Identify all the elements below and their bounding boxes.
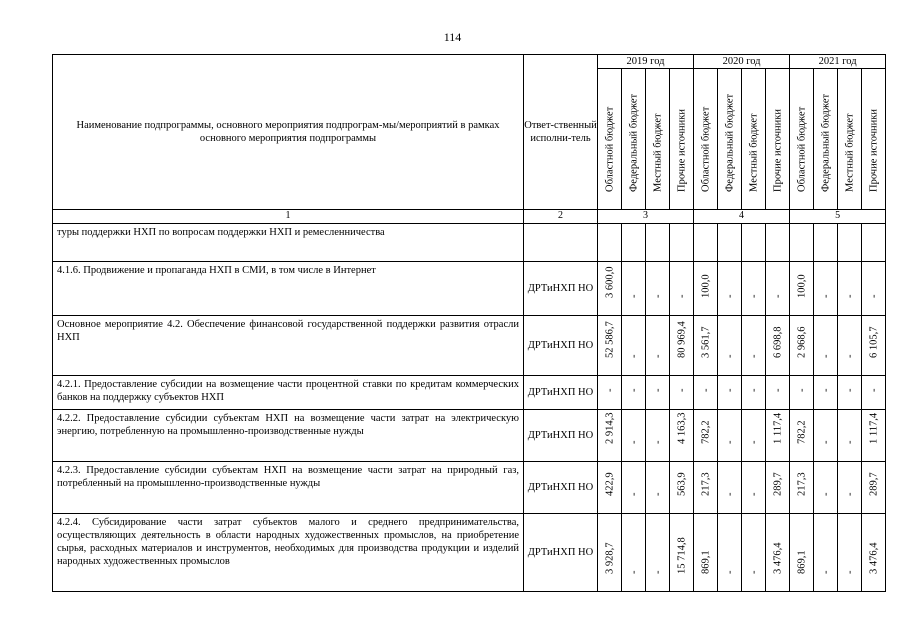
row-value: -: [675, 294, 687, 298]
row-value-cell: [766, 223, 790, 261]
row-value-cell: [598, 461, 622, 513]
row-value: -: [820, 294, 831, 298]
row-executor: ДРТиНХП НО: [524, 261, 598, 315]
row-value-cell: [646, 223, 670, 261]
row-value-cell: [694, 513, 718, 591]
row-value: -: [723, 388, 735, 392]
row-value: -: [723, 492, 735, 496]
header-source-label: Областной бюджет: [796, 106, 807, 192]
row-value-cell: [646, 261, 670, 315]
row-value: 6 105,7: [868, 326, 880, 358]
row-value-cell: [670, 261, 694, 315]
row-value-cell: [862, 409, 886, 461]
row-value: -: [844, 354, 855, 358]
row-value: -: [651, 440, 663, 444]
row-value: -: [747, 492, 759, 496]
row-value-cell: [790, 223, 814, 261]
row-value-cell: [598, 315, 622, 375]
header-source-label: Федеральный бюджет: [723, 93, 735, 192]
row-name: Основное мероприятие 4.2. Обеспечение финансовой государственной поддержки развития отрасли НХП: [53, 315, 524, 375]
table-row: [53, 375, 886, 409]
row-value: 15 714,8: [675, 536, 687, 574]
row-value-cell: [790, 409, 814, 461]
row-executor: ДРТиНХП НО: [524, 461, 598, 513]
row-value-cell: [790, 315, 814, 375]
row-value: -: [651, 492, 663, 496]
row-value: -: [844, 570, 855, 574]
row-executor: ДРТиНХП НО: [524, 409, 598, 461]
row-value-cell: [622, 375, 646, 409]
row-value: 563,9: [675, 471, 687, 496]
row-value-cell: [646, 461, 670, 513]
row-executor: ДРТиНХП НО: [524, 315, 598, 375]
row-value-cell: [646, 375, 670, 409]
row-value-cell: [742, 315, 766, 375]
row-value-cell: [670, 513, 694, 591]
row-value-cell: [598, 375, 622, 409]
row-value: -: [675, 388, 687, 392]
row-value-cell: [766, 409, 790, 461]
row-value: 80 969,4: [675, 320, 687, 358]
row-name: 4.1.6. Продвижение и пропаганда НХП в СМИ, в том числе в Интернет: [53, 261, 524, 315]
row-value-cell: [862, 261, 886, 315]
header-source: [718, 69, 742, 210]
row-value: 100,0: [699, 273, 711, 298]
row-value-cell: [862, 461, 886, 513]
row-value: 100,0: [796, 273, 807, 298]
header-executor: Ответ-ственный исполни-тель: [524, 55, 598, 210]
col-number-1: 1: [53, 210, 524, 224]
row-value: 422,9: [603, 471, 615, 496]
row-value: 869,1: [699, 549, 711, 574]
row-value: -: [796, 388, 807, 392]
header-source: [622, 69, 646, 210]
row-value-cell: [814, 375, 838, 409]
table-row: [53, 315, 886, 375]
header-source: [670, 69, 694, 210]
row-value-cell: [742, 461, 766, 513]
row-value-cell: [622, 261, 646, 315]
col-number-5: 5: [790, 210, 886, 224]
row-value: -: [603, 388, 615, 392]
budget-table: [52, 54, 886, 592]
row-value: 1 117,4: [771, 412, 783, 444]
row-value: -: [747, 294, 759, 298]
row-value: -: [651, 570, 663, 574]
row-value: -: [627, 294, 639, 298]
col-number-4: 4: [694, 210, 790, 224]
row-value: -: [699, 388, 711, 392]
row-value-cell: [766, 261, 790, 315]
row-value-cell: [790, 261, 814, 315]
header-source: [598, 69, 622, 210]
row-value-cell: [766, 315, 790, 375]
header-source-label: Прочие источники: [675, 109, 687, 192]
row-value: 2 914,3: [603, 412, 615, 444]
row-value-cell: [718, 375, 742, 409]
row-value: -: [723, 354, 735, 358]
row-value: 289,7: [771, 471, 783, 496]
row-value-cell: [598, 223, 622, 261]
row-name: 4.2.4. Субсидирование части затрат субъектов малого и среднего предпринимательства, осуществляющих деятельность в области народных художественных промыслов, на приобретение сырья, расходных материалов и инструментов, необходимых для производства продукции и изделий народных художественных промыслов: [53, 513, 524, 591]
row-value-cell: [718, 223, 742, 261]
header-name: Наименование подпрограммы, основного мероприятия подпрограм-мы/мероприятий в рамках основного мероприятия подпрограммы: [53, 55, 524, 210]
row-value-cell: [718, 409, 742, 461]
row-value: -: [627, 570, 639, 574]
row-value-cell: [814, 409, 838, 461]
row-value: 4 163,3: [675, 412, 687, 444]
row-value-cell: [862, 315, 886, 375]
row-value-cell: [670, 409, 694, 461]
row-value-cell: [718, 461, 742, 513]
row-value: -: [844, 440, 855, 444]
row-value-cell: [742, 223, 766, 261]
header-source: [766, 69, 790, 210]
row-executor: ДРТиНХП НО: [524, 513, 598, 591]
row-value-cell: [766, 461, 790, 513]
row-value: -: [627, 492, 639, 496]
row-value: -: [771, 294, 783, 298]
table-row: [53, 223, 886, 261]
row-value-cell: [646, 513, 670, 591]
header-source: [646, 69, 670, 210]
col-number-3: 3: [598, 210, 694, 224]
row-value: 1 117,4: [868, 412, 880, 444]
row-value-cell: [742, 513, 766, 591]
row-value-cell: [742, 409, 766, 461]
row-value: -: [627, 354, 639, 358]
header-year-2019: 2019 год: [598, 55, 694, 69]
row-value-cell: [622, 409, 646, 461]
row-value: 3 476,4: [868, 542, 880, 574]
row-value: -: [820, 492, 831, 496]
row-name: туры поддержки НХП по вопросам поддержки НХП и ремесленничества: [53, 223, 524, 261]
row-name: 4.2.3. Предоставление субсидии субъектам НХП на возмещение части затрат на природный газ, потребленный на промышленно-производственные нужды: [53, 461, 524, 513]
row-value-cell: [766, 513, 790, 591]
row-value-cell: [814, 461, 838, 513]
row-value: -: [627, 388, 639, 392]
row-value: -: [723, 294, 735, 298]
row-value: -: [723, 570, 735, 574]
row-value-cell: [670, 223, 694, 261]
row-value-cell: [670, 461, 694, 513]
row-value-cell: [598, 513, 622, 591]
header-source: [742, 69, 766, 210]
header-source-label: Областной бюджет: [603, 106, 615, 192]
header-source: [814, 69, 838, 210]
row-value-cell: [694, 461, 718, 513]
row-value: -: [844, 492, 855, 496]
row-value-cell: [622, 461, 646, 513]
row-value: -: [651, 294, 663, 298]
row-value: 6 698,8: [771, 326, 783, 358]
header-source-label: Местный бюджет: [747, 113, 759, 192]
row-value-cell: [670, 315, 694, 375]
row-value-cell: [694, 409, 718, 461]
table-row: [53, 513, 886, 591]
row-value-cell: [814, 261, 838, 315]
row-value-cell: [838, 461, 862, 513]
row-value: 52 586,7: [603, 320, 615, 358]
row-value: -: [771, 388, 783, 392]
row-value-cell: [598, 409, 622, 461]
header-source-label: Местный бюджет: [651, 113, 663, 192]
header-source: [694, 69, 718, 210]
row-value: -: [844, 388, 855, 392]
page-number: 114: [443, 30, 462, 44]
row-value-cell: [838, 409, 862, 461]
row-value-cell: [766, 375, 790, 409]
row-value: 782,2: [796, 419, 807, 444]
row-value: 217,3: [699, 471, 711, 496]
row-value: -: [844, 294, 855, 298]
row-value-cell: [670, 375, 694, 409]
row-value-cell: [838, 375, 862, 409]
row-value-cell: [862, 513, 886, 591]
header-source: [862, 69, 886, 210]
row-value-cell: [718, 261, 742, 315]
row-value-cell: [838, 223, 862, 261]
row-value: -: [747, 354, 759, 358]
row-value: 782,2: [699, 419, 711, 444]
header-source-label: Местный бюджет: [844, 113, 855, 192]
row-value-cell: [742, 375, 766, 409]
row-value: 217,3: [796, 471, 807, 496]
row-value: -: [747, 440, 759, 444]
row-value-cell: [646, 315, 670, 375]
row-value-cell: [838, 261, 862, 315]
header-source: [790, 69, 814, 210]
row-executor: [524, 223, 598, 261]
row-value-cell: [838, 315, 862, 375]
row-value-cell: [718, 513, 742, 591]
row-value-cell: [694, 261, 718, 315]
row-value: -: [747, 570, 759, 574]
row-value-cell: [622, 223, 646, 261]
row-value-cell: [790, 461, 814, 513]
row-executor: ДРТиНХП НО: [524, 375, 598, 409]
header-source-label: Прочие источники: [771, 109, 783, 192]
row-value: -: [820, 440, 831, 444]
row-value-cell: [694, 375, 718, 409]
row-value: -: [820, 388, 831, 392]
header-source: [838, 69, 862, 210]
row-value: -: [868, 294, 880, 298]
header-year-2021: 2021 год: [790, 55, 886, 69]
row-value: -: [747, 388, 759, 392]
row-value: -: [627, 440, 639, 444]
row-value-cell: [790, 375, 814, 409]
row-value: 289,7: [868, 471, 880, 496]
table-row: [53, 409, 886, 461]
row-value-cell: [790, 513, 814, 591]
row-value-cell: [814, 513, 838, 591]
table-row: [53, 261, 886, 315]
row-value-cell: [622, 513, 646, 591]
row-name: 4.2.1. Предоставление субсидии на возмещение части процентной ставки по кредитам коммерческих банков на поддержку субъектов НХП: [53, 375, 524, 409]
row-value: -: [868, 388, 880, 392]
row-value-cell: [622, 315, 646, 375]
row-value: -: [820, 354, 831, 358]
col-number-2: 2: [524, 210, 598, 224]
row-value-cell: [718, 315, 742, 375]
row-value: 3 476,4: [771, 542, 783, 574]
row-value: -: [651, 354, 663, 358]
header-source-label: Федеральный бюджет: [627, 93, 639, 192]
row-value-cell: [862, 223, 886, 261]
row-name: 4.2.2. Предоставление субсидии субъектам НХП на возмещение части затрат на электрическую энергию, потребленную на промышленно-производственные нужды: [53, 409, 524, 461]
row-value-cell: [646, 409, 670, 461]
row-value-cell: [598, 261, 622, 315]
row-value: 869,1: [796, 549, 807, 574]
row-value: -: [723, 440, 735, 444]
header-source-label: Федеральный бюджет: [820, 93, 831, 192]
row-value-cell: [838, 513, 862, 591]
row-value-cell: [814, 315, 838, 375]
header-source-label: Прочие источники: [868, 109, 880, 192]
row-value: -: [820, 570, 831, 574]
row-value-cell: [814, 223, 838, 261]
row-value-cell: [694, 223, 718, 261]
header-year-2020: 2020 год: [694, 55, 790, 69]
row-value: 3 561,7: [699, 326, 711, 358]
table-row: [53, 461, 886, 513]
row-value: 3 600,0: [603, 266, 615, 298]
row-value-cell: [742, 261, 766, 315]
row-value: 2 968,6: [796, 326, 807, 358]
row-value-cell: [862, 375, 886, 409]
row-value: 3 928,7: [603, 542, 615, 574]
header-source-label: Областной бюджет: [699, 106, 711, 192]
row-value: -: [651, 388, 663, 392]
row-value-cell: [694, 315, 718, 375]
